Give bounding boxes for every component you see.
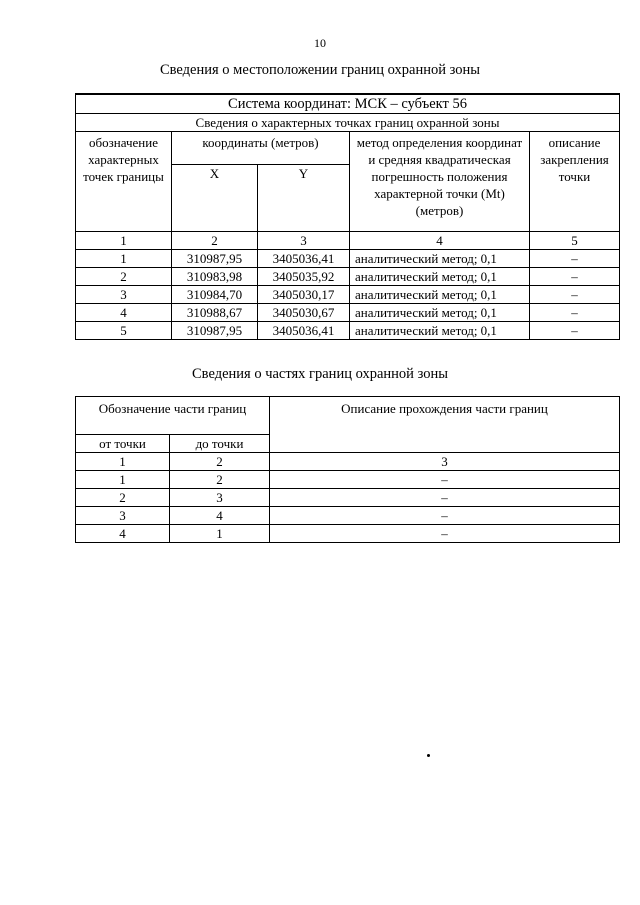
method: аналитический метод; 0,1 bbox=[350, 304, 530, 322]
from-point: 1 bbox=[76, 471, 170, 489]
header-coords: координаты (метров) bbox=[172, 132, 350, 165]
point-desc: – bbox=[530, 268, 620, 286]
coord-x: 310987,95 bbox=[172, 250, 258, 268]
coord-x: 310983,98 bbox=[172, 268, 258, 286]
header-x: X bbox=[172, 165, 258, 232]
header-method: метод определения координат и средняя квадратическая погрешность положения характерной точки (Mt) (метров) bbox=[350, 132, 530, 232]
part-desc: – bbox=[270, 525, 620, 543]
method: аналитический метод; 0,1 bbox=[350, 322, 530, 340]
section2-title: Сведения о частях границ охранной зоны bbox=[192, 366, 448, 382]
header-desc: описание закрепления точки bbox=[530, 132, 620, 232]
table-row bbox=[76, 268, 620, 286]
table-row bbox=[76, 304, 620, 322]
header-from: от точки bbox=[76, 435, 170, 453]
method: аналитический метод; 0,1 bbox=[350, 250, 530, 268]
col-number: 2 bbox=[172, 232, 258, 250]
point-desc: – bbox=[530, 286, 620, 304]
section1-title: Сведения о местоположении границ охранной зоны bbox=[159, 62, 480, 78]
coordinate-system: Система координат: МСК – субъект 56 bbox=[76, 94, 620, 114]
part-desc: – bbox=[270, 471, 620, 489]
points-subtitle: Сведения о характерных точках границ охранной зоны bbox=[76, 114, 620, 132]
col-number: 2 bbox=[170, 453, 270, 471]
to-point: 1 bbox=[170, 525, 270, 543]
col-number: 5 bbox=[530, 232, 620, 250]
part-desc: – bbox=[270, 489, 620, 507]
coord-y: 3405036,41 bbox=[258, 322, 350, 340]
header-to: до точки bbox=[170, 435, 270, 453]
header-point: обозначение характерных точек границы bbox=[76, 132, 172, 232]
col-number: 1 bbox=[76, 453, 170, 471]
table-row bbox=[76, 286, 620, 304]
coord-x: 310987,95 bbox=[172, 322, 258, 340]
coord-y: 3405035,92 bbox=[258, 268, 350, 286]
point-id: 5 bbox=[76, 322, 172, 340]
coord-x: 310984,70 bbox=[172, 286, 258, 304]
from-point: 4 bbox=[76, 525, 170, 543]
point-id: 1 bbox=[76, 250, 172, 268]
point-desc: – bbox=[530, 250, 620, 268]
table-row bbox=[76, 525, 620, 543]
col-number: 4 bbox=[350, 232, 530, 250]
col-number: 1 bbox=[76, 232, 172, 250]
coord-y: 3405036,41 bbox=[258, 250, 350, 268]
header-part: Обозначение части границ bbox=[76, 397, 270, 435]
from-point: 3 bbox=[76, 507, 170, 525]
coord-y: 3405030,17 bbox=[258, 286, 350, 304]
table-row bbox=[76, 489, 620, 507]
to-point: 3 bbox=[170, 489, 270, 507]
to-point: 4 bbox=[170, 507, 270, 525]
page-number: 10 bbox=[314, 36, 326, 50]
method: аналитический метод; 0,1 bbox=[350, 286, 530, 304]
to-point: 2 bbox=[170, 471, 270, 489]
coord-x: 310988,67 bbox=[172, 304, 258, 322]
point-id: 2 bbox=[76, 268, 172, 286]
table-row bbox=[76, 471, 620, 489]
point-desc: – bbox=[530, 304, 620, 322]
parts-table bbox=[75, 396, 620, 543]
header-y: Y bbox=[258, 165, 350, 232]
header-part-desc: Описание прохождения части границ bbox=[270, 397, 620, 453]
table-row bbox=[76, 250, 620, 268]
part-desc: – bbox=[270, 507, 620, 525]
coord-y: 3405030,67 bbox=[258, 304, 350, 322]
point-id: 3 bbox=[76, 286, 172, 304]
point-desc: – bbox=[530, 322, 620, 340]
stray-dot bbox=[427, 754, 430, 757]
col-number: 3 bbox=[258, 232, 350, 250]
method: аналитический метод; 0,1 bbox=[350, 268, 530, 286]
from-point: 2 bbox=[76, 489, 170, 507]
points-table bbox=[75, 93, 620, 340]
point-id: 4 bbox=[76, 304, 172, 322]
table-row bbox=[76, 322, 620, 340]
col-number: 3 bbox=[270, 453, 620, 471]
table-row bbox=[76, 507, 620, 525]
